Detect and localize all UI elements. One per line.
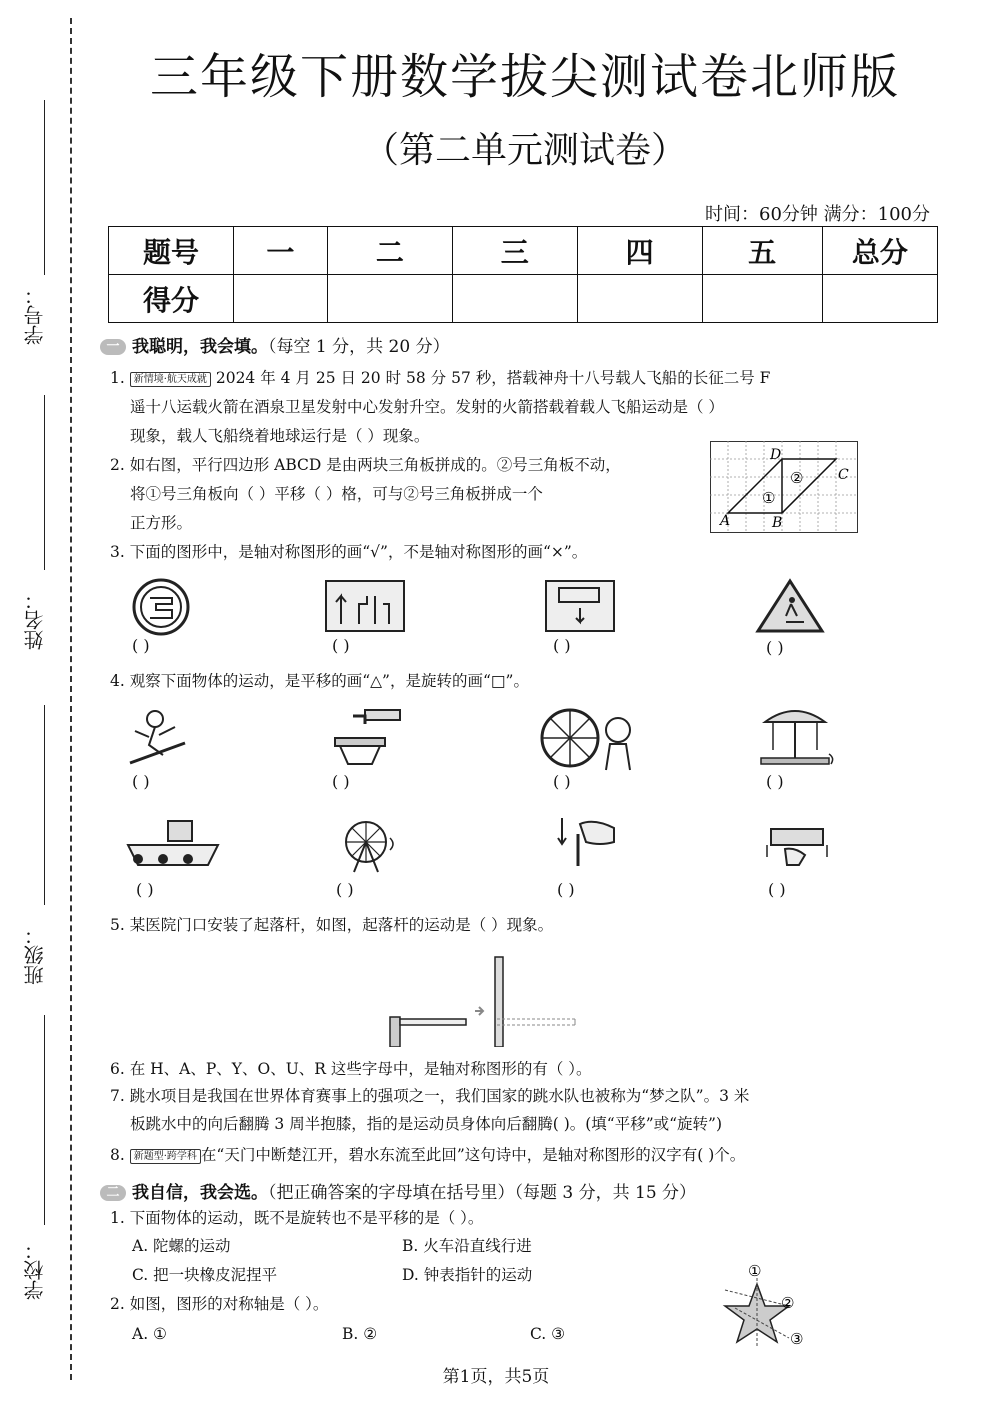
q1-line2: 遥十八运载火箭在酒泉卫星发射中心发射升空。发射的火箭搭载着载人飞船运动是（ ） — [130, 398, 724, 416]
axis-1-label: ① — [748, 1262, 762, 1280]
class-line — [44, 705, 45, 905]
q3-answer-blank-1[interactable]: ( ) — [132, 636, 150, 655]
drawer-pull-figure — [765, 825, 835, 869]
pedestrian-warning-sign-figure — [755, 578, 825, 634]
skier-figure — [125, 705, 195, 767]
carousel-figure — [755, 700, 835, 768]
score-cell[interactable] — [327, 275, 452, 323]
q3-answer-blank-3[interactable]: ( ) — [553, 636, 571, 655]
axis-2-label: ② — [781, 1294, 795, 1312]
point-b-label: B — [772, 515, 783, 531]
q2-line1: 2. 如右图，平行四边形 ABCD 是由两块三角板拼成的。②号三角板不动， — [110, 456, 621, 474]
barrier-gate-figure — [385, 955, 580, 1047]
q1-line1: 1. 新情境·航天成就 2024 年 4 月 25 日 20 时 58 分 57 秒，搭载神舟十八号载人飞船的长征二号 F — [110, 369, 771, 387]
q3-answer-blank-4[interactable]: ( ) — [766, 638, 784, 657]
ferris-wheel-figure — [338, 818, 402, 874]
page-footer: 第1页，共5页 — [442, 1367, 550, 1387]
score-header-cell: 四 — [577, 227, 702, 275]
triangle-2-label: ② — [790, 469, 804, 487]
name-line — [44, 395, 45, 570]
class-label: 班级： — [23, 925, 47, 985]
student-id-label: 学号： — [23, 285, 47, 345]
axis-3-label: ③ — [790, 1330, 804, 1348]
section2-header — [100, 1178, 696, 1203]
q4-answer-blank-6[interactable]: ( ) — [336, 880, 354, 899]
score-cell[interactable] — [702, 275, 822, 323]
score-header-cell: 二 — [327, 227, 452, 275]
binding-dashed-line — [70, 18, 72, 1380]
point-c-label: C — [838, 467, 849, 483]
q4-answer-blank-5[interactable]: ( ) — [136, 880, 154, 899]
q6-text: 6. 在 H、A、P、Y、O、U、R 这些字母中，是轴对称图形的有（ ）。 — [110, 1060, 592, 1078]
s2-q1-option-a[interactable]: A. 陀螺的运动 — [132, 1237, 231, 1255]
hand-pushing-pin-figure — [556, 814, 620, 870]
section2-note: （把正确答案的字母填在括号里）（每题 3 分，共 15 分） — [268, 1183, 697, 1203]
score-cell[interactable] — [822, 275, 937, 323]
q8-tag: 新题型·跨学科 — [130, 1149, 201, 1164]
wheel-and-boy-figure — [540, 700, 640, 772]
score-header-cell: 三 — [452, 227, 577, 275]
q4-answer-blank-7[interactable]: ( ) — [557, 880, 575, 899]
bus-lane-sign-figure — [545, 580, 615, 632]
s2-q1-option-c[interactable]: C. 把一块橡皮泥捏平 — [132, 1266, 278, 1284]
score-header-cell: 题号 — [109, 227, 234, 275]
school-line — [44, 1015, 45, 1225]
q4-answer-blank-1[interactable]: ( ) — [132, 772, 150, 791]
score-table — [108, 226, 938, 323]
point-d-label: D — [770, 447, 782, 463]
q4-answer-blank-3[interactable]: ( ) — [553, 772, 571, 791]
section1-title: 我聪明，我会填。 — [132, 337, 268, 357]
school-label: 学校： — [23, 1240, 47, 1300]
score-header-row — [109, 227, 938, 275]
q7-line2: 板跳水中的向后翻腾 3 周半抱膝，指的是运动员身体向后翻腾( )。(填“平移”或“旋转”) — [130, 1115, 723, 1133]
q8-text: 在“天门中断楚江开，碧水东流至此回”这句诗中，是轴对称图形的汉字有( )个。 — [200, 1146, 746, 1164]
page-title: 三年级下册数学拔尖测试卷北师版 — [149, 49, 900, 105]
q2-line2: 将①号三角板向（ ）平移（ ）格，可与②号三角板拼成一个 — [130, 485, 543, 503]
q3-text: 3. 下面的图形中，是轴对称图形的画“√”，不是轴对称图形的画“×”。 — [110, 543, 588, 561]
road-sign-lanes-figure — [325, 580, 405, 632]
score-value-row — [109, 275, 938, 323]
section1-note: （每空 1 分，共 20 分） — [268, 337, 450, 357]
score-cell[interactable] — [233, 275, 327, 323]
q1-text1: 2024 年 4 月 25 日 20 时 58 分 57 秒，搭载神舟十八号载人飞船的长征二号 F — [215, 369, 771, 387]
q7-line1: 7. 跳水项目是我国在世界体育赛事上的强项之一，我们国家的跳水队也被称为“梦之队”。3 米 — [110, 1087, 750, 1105]
q8-line: 8. 新题型·跨学科 在“天门中断楚江开，碧水东流至此回”这句诗中，是轴对称图形的汉字有( )个。 — [110, 1146, 746, 1164]
student-id-line — [44, 100, 45, 275]
section2-number: 二 — [100, 1185, 126, 1201]
s2-q2-option-b[interactable]: B. ② — [342, 1325, 378, 1343]
triangle-1-label: ① — [762, 489, 776, 507]
s2-q2-text: 2. 如图，图形的对称轴是（ ）。 — [110, 1295, 329, 1313]
score-row-label: 得分 — [109, 275, 234, 323]
q4-text: 4. 观察下面物体的运动，是平移的画“△”，是旋转的画“□”。 — [110, 672, 529, 690]
parallelogram-grid-figure — [710, 441, 858, 533]
name-label: 姓名： — [23, 590, 47, 650]
section2-title: 我自信，我会选。 — [132, 1183, 268, 1203]
q4-answer-blank-8[interactable]: ( ) — [768, 880, 786, 899]
q5-text: 5. 某医院门口安装了起落杆，如图，起落杆的运动是（ ）现象。 — [110, 916, 554, 934]
conveyor-belt-figure — [118, 815, 222, 871]
score-header-cell: 五 — [702, 227, 822, 275]
score-cell[interactable] — [577, 275, 702, 323]
s2-q1-text: 1. 下面物体的运动，既不是旋转也不是平移的是（ ）。 — [110, 1209, 484, 1227]
s2-q2-option-c[interactable]: C. ③ — [530, 1325, 566, 1343]
q3-answer-blank-2[interactable]: ( ) — [332, 636, 350, 655]
q2-line3: 正方形。 — [130, 514, 193, 532]
page-subtitle: （第二单元测试卷） — [362, 130, 687, 171]
q4-answer-blank-4[interactable]: ( ) — [766, 772, 784, 791]
score-header-cell: 一 — [233, 227, 327, 275]
section1-number: 一 — [100, 339, 126, 355]
point-a-label: A — [720, 513, 731, 529]
q1-tag: 新情境·航天成就 — [130, 372, 211, 387]
s2-q1-option-d[interactable]: D. 钟表指针的运动 — [402, 1266, 533, 1284]
coin-symbol-figure — [130, 578, 192, 636]
section1-header — [100, 332, 450, 357]
time-info: 时间：60分钟 满分：100分 — [705, 204, 930, 225]
score-cell[interactable] — [452, 275, 577, 323]
star-symmetry-figure — [715, 1262, 815, 1350]
faucet-figure — [325, 702, 405, 766]
q4-answer-blank-2[interactable]: ( ) — [332, 772, 350, 791]
s2-q2-option-a[interactable]: A. ① — [132, 1325, 167, 1343]
s2-q1-option-b[interactable]: B. 火车沿直线行进 — [402, 1237, 532, 1255]
score-header-cell: 总分 — [822, 227, 937, 275]
q1-line3: 现象，载人飞船绕着地球运行是（ ）现象。 — [130, 427, 430, 445]
